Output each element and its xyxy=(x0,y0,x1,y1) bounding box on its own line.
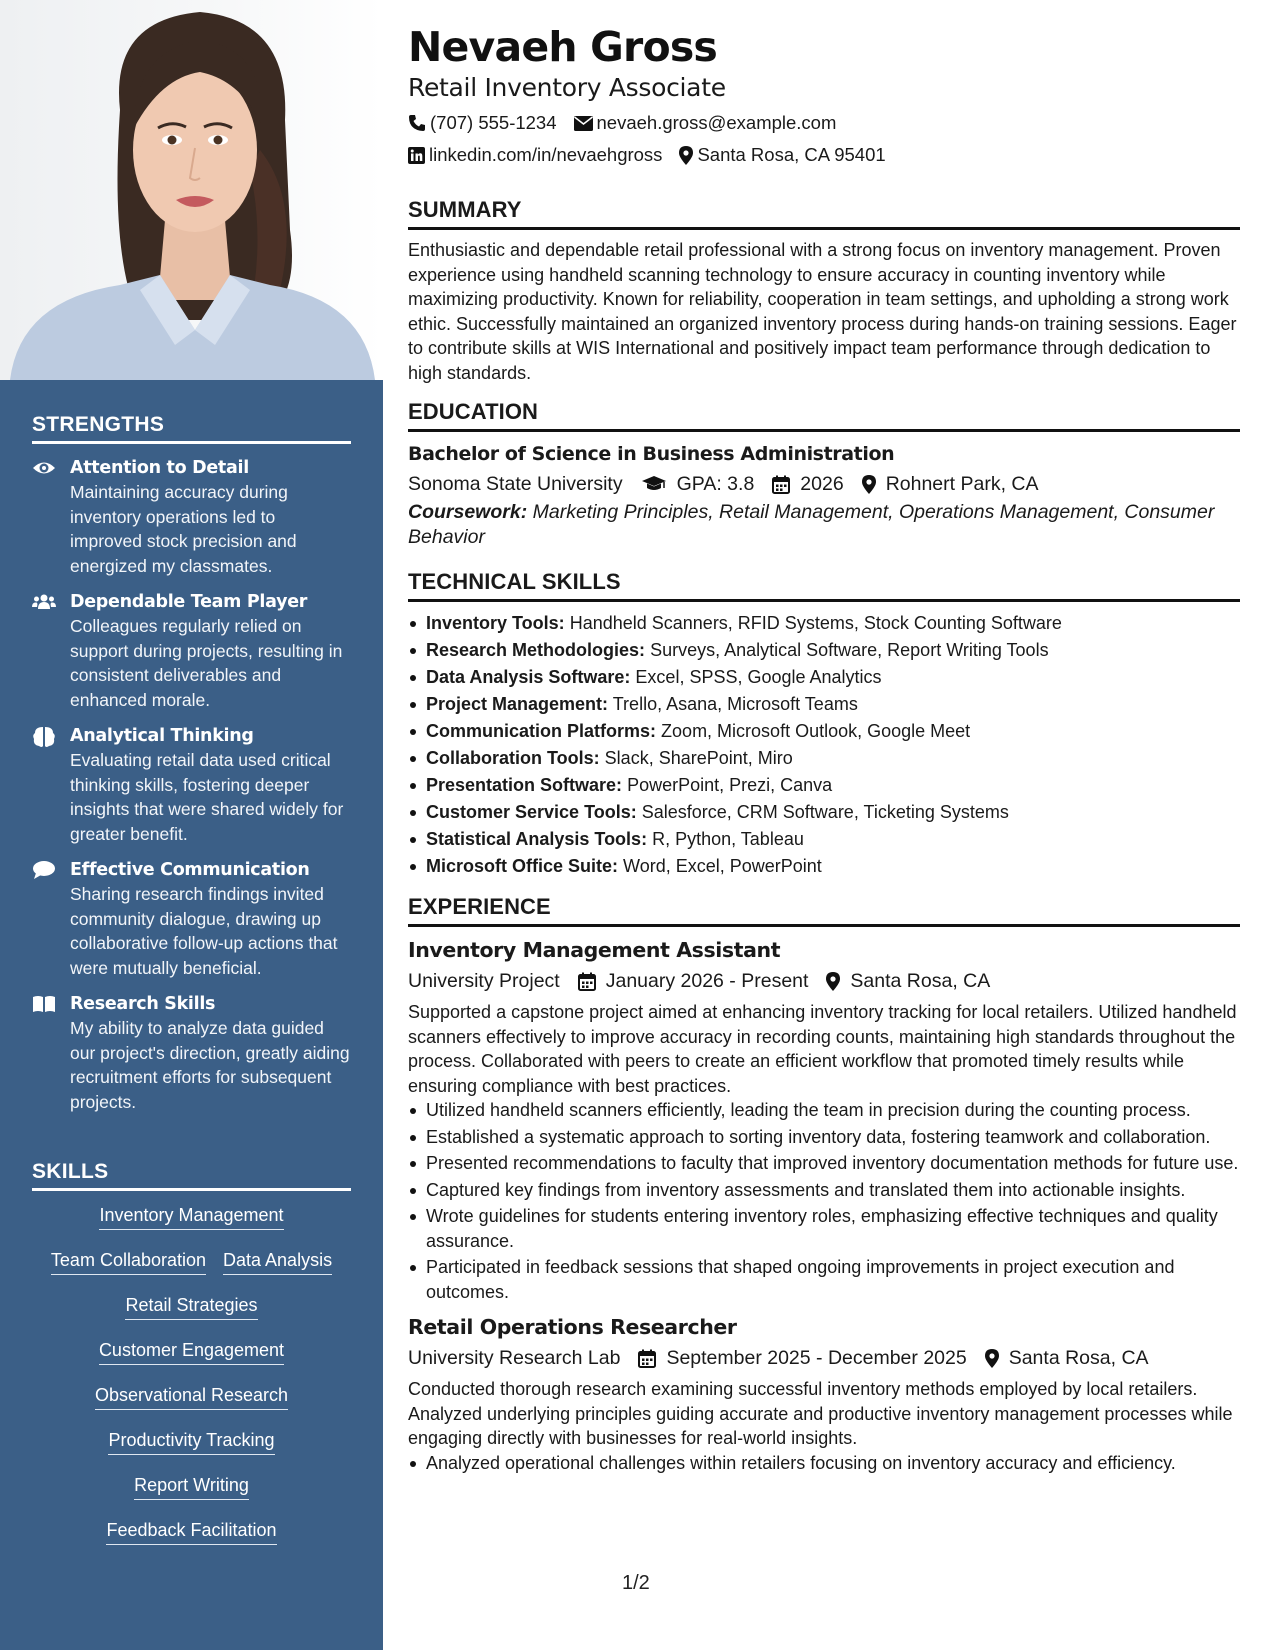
list-item: Data Analysis Software: Excel, SPSS, Google Analytics xyxy=(426,664,1240,691)
job-location xyxy=(985,1342,1149,1374)
list-item: Analyzed operational challenges within retailers focusing on inventory accuracy and efficiency. xyxy=(426,1451,1240,1476)
gpa-text: GPA: 3.8 xyxy=(676,473,755,495)
job-location-text: Santa Rosa, CA xyxy=(1008,1347,1149,1369)
envelope-icon xyxy=(574,116,593,131)
skills-list xyxy=(32,1204,351,1564)
job-bullets xyxy=(408,1451,1240,1476)
experience-section xyxy=(408,894,1240,1475)
org-text: University Research Lab xyxy=(408,1347,621,1369)
profile-photo xyxy=(0,0,383,380)
email-text[interactable]: nevaeh.gross@example.com xyxy=(596,112,837,133)
list-item: Established a systematic approach to sorting inventory data, fostering teamwork and collaboration. xyxy=(426,1125,1240,1150)
list-item: Statistical Analysis Tools: R, Python, Tableau xyxy=(426,826,1240,853)
job-location xyxy=(826,965,990,997)
linkedin-icon xyxy=(408,147,425,164)
dates-text: September 2025 - December 2025 xyxy=(666,1347,967,1369)
list-item: Customer Service Tools: Salesforce, CRM Software, Ticketing Systems xyxy=(426,799,1240,826)
comment-icon xyxy=(32,860,56,882)
skills-heading: SKILLS xyxy=(32,1160,351,1191)
experience-heading: EXPERIENCE xyxy=(408,894,1240,927)
linkedin-text[interactable]: linkedin.com/in/nevaehgross xyxy=(429,144,663,165)
strength-desc: Evaluating retail data used critical thinking skills, fostering deeper insights that were shared widely for greater benefit. xyxy=(70,750,344,844)
candidate-role: Retail Inventory Associate xyxy=(408,73,726,102)
sidebar xyxy=(0,0,383,1650)
strength-item xyxy=(32,457,351,578)
list-item: Participated in feedback sessions that shaped ongoing improvements in project execution and outcomes. xyxy=(426,1255,1240,1304)
job-title: Inventory Management Assistant xyxy=(408,938,781,962)
strength-item xyxy=(32,859,351,980)
location-pin-icon xyxy=(826,972,840,991)
strength-item xyxy=(32,993,351,1114)
strength-title: Analytical Thinking xyxy=(70,726,254,746)
list-item: Collaboration Tools: Slack, SharePoint, Miro xyxy=(426,745,1240,772)
skill-tag: Retail Strategies xyxy=(125,1294,257,1320)
eye-icon xyxy=(32,458,56,480)
list-item: Wrote guidelines for students entering inventory roles, emphasizing effective techniques and quality assurance. xyxy=(426,1204,1240,1253)
coursework-text: Marketing Principles, Retail Management, Operations Management, Consumer Behavior xyxy=(408,501,1215,548)
school-text: Sonoma State University xyxy=(408,473,623,495)
degree-title: Bachelor of Science in Business Administration xyxy=(408,443,895,465)
job-dates xyxy=(638,1342,966,1374)
coursework-label: Coursework: xyxy=(408,501,528,523)
list-item: Microsoft Office Suite: Word, Excel, PowerPoint xyxy=(426,853,1240,880)
school-location-text: Rohnert Park, CA xyxy=(885,473,1039,495)
calendar-icon xyxy=(772,475,790,494)
skill-tag: Data Analysis xyxy=(223,1249,332,1275)
main-content xyxy=(408,22,1240,1477)
strength-desc: Sharing research findings invited community dialogue, drawing up collaborative follow-up actions that were mutually beneficial. xyxy=(70,884,338,978)
skill-tag: Observational Research xyxy=(95,1384,288,1410)
candidate-name: Nevaeh Gross xyxy=(408,23,718,71)
page-number: 1/2 xyxy=(622,1572,650,1594)
strength-item xyxy=(32,591,351,712)
strength-item xyxy=(32,725,351,846)
list-item: Communication Platforms: Zoom, Microsoft Outlook, Google Meet xyxy=(426,718,1240,745)
dates-text: January 2026 - Present xyxy=(605,970,809,992)
job-org xyxy=(408,1342,620,1374)
job-title: Retail Operations Researcher xyxy=(408,1315,737,1339)
strength-title: Effective Communication xyxy=(70,860,310,880)
calendar-icon xyxy=(638,1349,656,1368)
strengths-section xyxy=(32,413,351,1127)
book-icon xyxy=(32,994,56,1016)
strength-title: Attention to Detail xyxy=(70,458,249,478)
coursework xyxy=(408,500,1240,549)
job-org xyxy=(408,965,560,997)
job-meta xyxy=(408,965,1240,997)
strength-title: Dependable Team Player xyxy=(70,592,308,612)
education-section xyxy=(408,399,1240,549)
skill-tag: Report Writing xyxy=(134,1474,249,1500)
job-bullets xyxy=(408,1098,1240,1304)
strength-desc: My ability to analyze data guided our project's direction, greatly aiding recruitment efforts for subsequent projects. xyxy=(70,1018,350,1112)
contact-row xyxy=(408,139,1240,171)
skill-tag: Team Collaboration xyxy=(51,1249,206,1275)
skills-section xyxy=(32,1160,351,1564)
list-item: Project Management: Trello, Asana, Microsoft Teams xyxy=(426,691,1240,718)
location-pin-icon xyxy=(985,1349,999,1368)
list-item: Inventory Tools: Handheld Scanners, RFID Systems, Stock Counting Software xyxy=(426,610,1240,637)
school-location xyxy=(862,468,1039,500)
location-pin-icon xyxy=(679,146,693,165)
list-item: Utilized handheld scanners efficiently, leading the team in precision during the counting process. xyxy=(426,1098,1240,1123)
email-contact[interactable] xyxy=(574,107,837,139)
summary-heading: SUMMARY xyxy=(408,197,1240,230)
brain-icon xyxy=(32,726,56,748)
skill-tag: Inventory Management xyxy=(99,1204,283,1230)
skill-tag: Customer Engagement xyxy=(99,1339,284,1365)
list-item: Captured key findings from inventory assessments and translated them into actionable insights. xyxy=(426,1178,1240,1203)
users-icon xyxy=(32,592,56,614)
gpa xyxy=(641,468,755,500)
org-text: University Project xyxy=(408,970,560,992)
list-item: Research Methodologies: Surveys, Analytical Software, Report Writing Tools xyxy=(426,637,1240,664)
year-text: 2026 xyxy=(800,473,844,495)
job-location-text: Santa Rosa, CA xyxy=(850,970,991,992)
school-name xyxy=(408,468,623,500)
grad-year xyxy=(772,468,843,500)
location-pin-icon xyxy=(862,475,876,494)
phone-icon xyxy=(408,114,426,132)
education-meta xyxy=(408,468,1240,500)
phone-text: (707) 555-1234 xyxy=(430,112,557,133)
location-text: Santa Rosa, CA 95401 xyxy=(697,144,886,165)
job-dates xyxy=(578,965,809,997)
technical-skills-heading: TECHNICAL SKILLS xyxy=(408,569,1240,602)
strengths-heading: STRENGTHS xyxy=(32,413,351,444)
graduation-cap-icon xyxy=(641,475,667,493)
phone-contact xyxy=(408,107,557,139)
list-item: Presentation Software: PowerPoint, Prezi, Canva xyxy=(426,772,1240,799)
job-meta xyxy=(408,1342,1240,1374)
location-contact xyxy=(679,139,885,171)
technical-skills-section xyxy=(408,569,1240,880)
education-heading: EDUCATION xyxy=(408,399,1240,432)
strength-desc: Maintaining accuracy during inventory operations led to improved stock precision and energized my classmates. xyxy=(70,482,297,576)
contact-row xyxy=(408,107,1240,139)
job-description: Supported a capstone project aimed at enhancing inventory tracking for local retailers. Utilized handheld scanners effectively to improve accuracy in recording counts, maintaining high standards throughout the process. Collaborated with peers to create an efficient workflow that promoted timely results while ensuring compliance with best practices. xyxy=(408,1002,1237,1096)
linkedin-contact[interactable] xyxy=(408,139,662,171)
skill-tag: Feedback Facilitation xyxy=(106,1519,276,1545)
summary-section xyxy=(408,197,1240,385)
job-entry xyxy=(408,935,1240,1304)
job-description: Conducted thorough research examining successful inventory methods employed by local retailers. Analyzed underlying principles guiding accurate and productive inventory management processes while engaging directly with businesses for real-world insights. xyxy=(408,1379,1233,1448)
strength-desc: Colleagues regularly relied on support during projects, resulting in consistent deliverables and enhanced morale. xyxy=(70,616,343,710)
strength-title: Research Skills xyxy=(70,994,216,1014)
calendar-icon xyxy=(578,972,596,991)
technical-skills-list xyxy=(408,610,1240,880)
summary-text: Enthusiastic and dependable retail professional with a strong focus on inventory management. Proven experience using handheld scanning technology to ensure accuracy in counting inventory while maximizing productivity. Known for reliability, cooperation in team settings, and upholding a strong work ethic. Successfully maintained an organized inventory process during hands-on training sessions. Eager to contribute skills at WIS International and positively impact team performance through dedication to high standards. xyxy=(408,240,1237,383)
list-item: Presented recommendations to faculty that improved inventory documentation methods for future use. xyxy=(426,1151,1240,1176)
job-entry xyxy=(408,1312,1240,1475)
skill-tag: Productivity Tracking xyxy=(108,1429,274,1455)
